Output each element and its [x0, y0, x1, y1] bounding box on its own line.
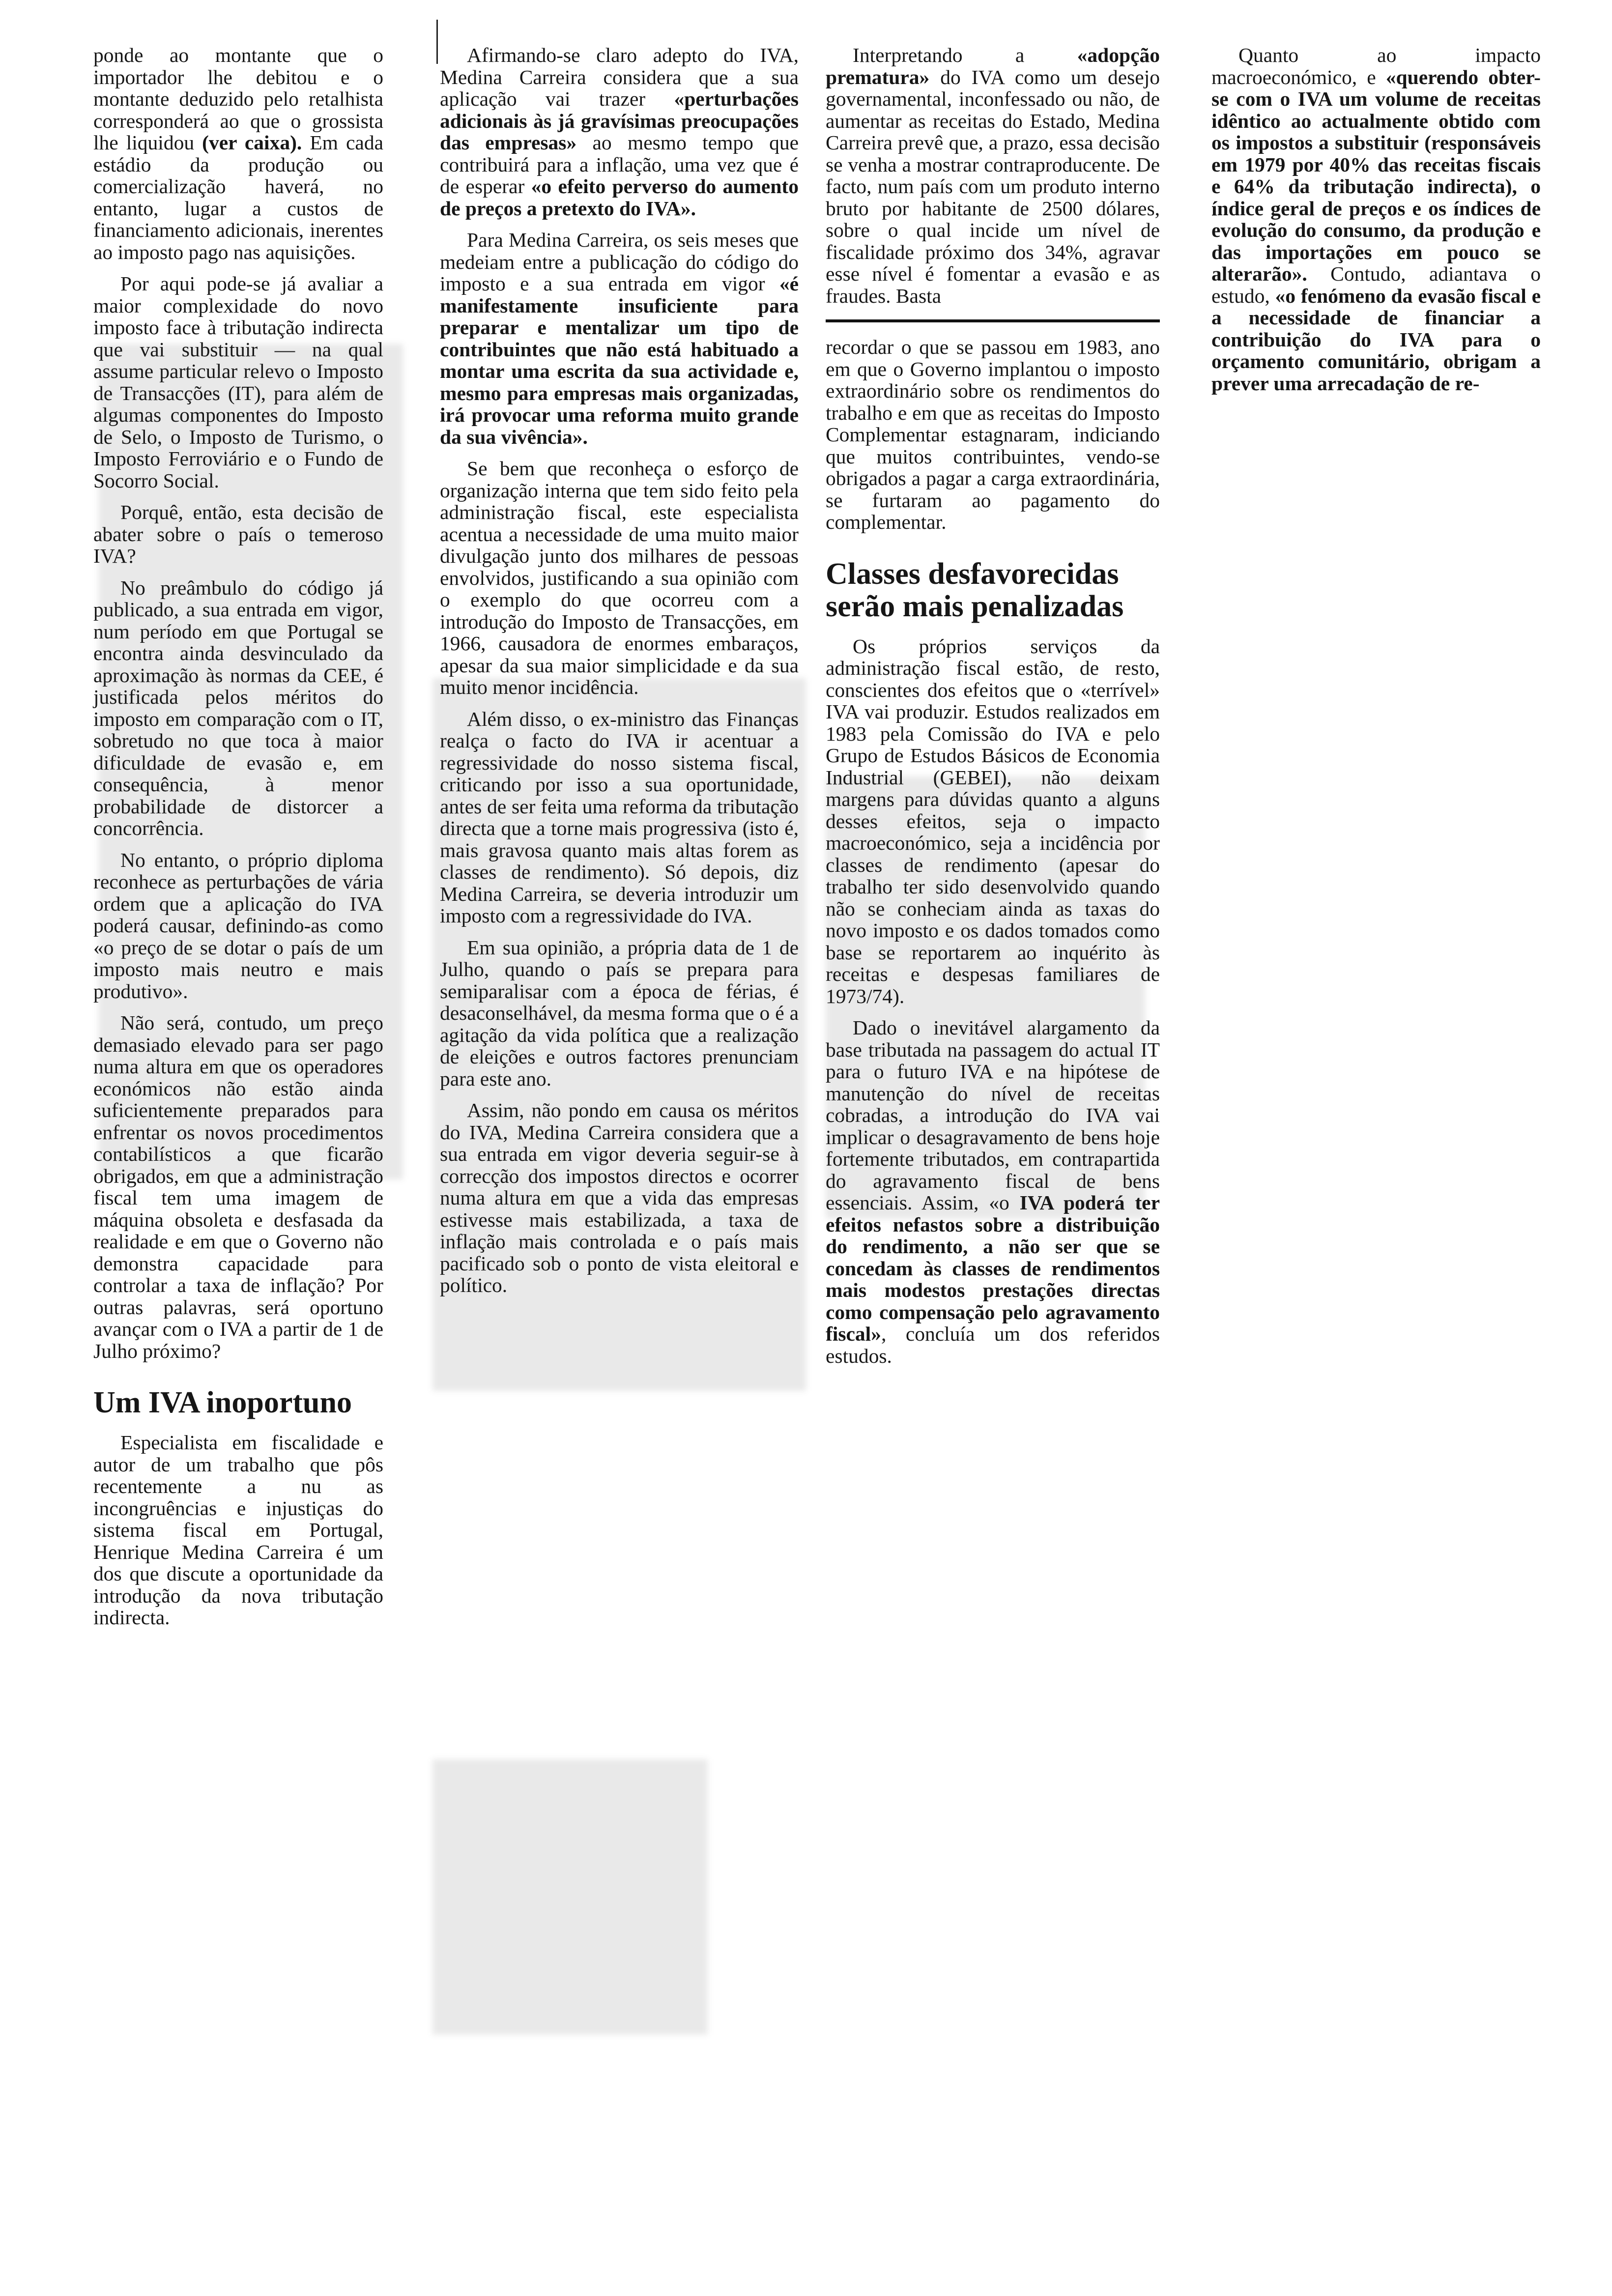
- text-run: Em cada estádio da produção ou comercialização haverá, no entanto, lugar a custos de financiamento adicionais, inerentes ao imposto pago nas aquisições.: [93, 131, 384, 263]
- paragraph: [826, 1017, 1160, 1367]
- paragraph: Assim, não pondo em causa os méritos do IVA, Medina Carreira considera que a sua entrada em vigor deveria seguir-se à correcção dos impostos directos e ocorrer numa altura em que a vida das empresas estivesse mais estabilizada, a taxa de inflação mais controlada e o país mais pacificado sob o ponto de vista eleitoral e político.: [440, 1099, 799, 1296]
- paragraph: [440, 229, 799, 448]
- bold-text: «adopção prematura»: [826, 44, 1160, 88]
- text-run: Quanto ao impacto macroeconómico, e: [1211, 44, 1541, 88]
- text-run: Interpretando a: [853, 44, 1025, 66]
- text-run: Afirmando-se claro adepto do IVA, Medina Carreira considera que a sua aplicação vai trazer: [440, 44, 799, 110]
- paragraph: Não será, contudo, um preço demasiado elevado para ser pago numa altura em que os operadores económicos não estão ainda suficientemente preparados para enfrentar os novos procedimentos contabilísticos a que ficarão obrigados, em que a administração fiscal tem uma imagem de máquina obsoleta e desfasada da realidade e em que o Governo não demonstra capacidade para controlar a taxa de inflação? Por outras palavras, será oportuno avançar com o IVA a partir de 1 de Julho próximo?: [93, 1011, 383, 1362]
- paragraph: Porquê, então, esta decisão de abater sobre o país o temeroso IVA?: [93, 501, 383, 567]
- paragraph: recordar o que se passou em 1983, ano em que o Governo implantou o imposto extraordinário sobre os rendimentos do trabalho e em que as receitas do Imposto Complementar estagnaram, indiciando que muitos contribuintes, vendo-se obrigados a pagar a carga extraordinária, se furtaram ao pagamento do complementar.: [826, 336, 1160, 533]
- paragraph: Além disso, o ex-ministro das Finanças realça o facto do IVA ir acentuar a regressividade do nosso sistema fiscal, criticando por isso a sua oportunidade, antes de ser feita uma reforma da tributação directa que a torne mais progressiva (isto é, mais gravosa quanto mais altas forem as classes de rendimento). Só depois, diz Medina Carreira, se deveria introduzir um imposto com a regressividade do IVA.: [440, 707, 799, 927]
- paragraph: Em sua opinião, a própria data de 1 de Julho, quando o país se prepara para semiparalisar com a época de férias, é desaconselhável, da mesma forma que o é a agitação da vida política que a realização de eleições e outros factores prenunciam para este ano.: [440, 936, 799, 1090]
- paragraph: No preâmbulo do código já publicado, a sua entrada em vigor, num período em que Portugal se encontra ainda desvinculado da aproximação às normas da CEE, é justificada pelos méritos do imposto em comparação com o IT, sobretudo no que toca à maior dificuldade de evasão e, em consequência, à menor probabilidade de distorcer a concorrência.: [93, 576, 383, 839]
- paragraph: [1211, 44, 1541, 394]
- subheading: Um IVA inoportuno: [93, 1386, 352, 1419]
- paragraph: Especialista em fiscalidade e autor de um trabalho que pôs recentemente a nu as incongruências e injustiças do sistema fiscal em Portugal, Henrique Medina Carreira é um dos que discute a oportunidade da introdução da nova tributação indirecta.: [93, 1431, 383, 1629]
- text-run: , concluía um dos referidos estudos.: [826, 1322, 1160, 1367]
- subheading: Classes desfavorecidas serão mais penalizadas: [826, 557, 1124, 623]
- column-1: [93, 44, 383, 1638]
- bold-text: «é manifestamente insuficiente para preparar e mentalizar um tipo de contribuintes que não está habituado a montar uma escrita da sua actividade e, mesmo para empresas mais organizadas, irá provocar uma reforma muito grande da sua vivência».: [440, 272, 799, 448]
- paragraph: [93, 44, 383, 263]
- bold-text: (ver caixa).: [202, 131, 302, 154]
- column-2: [440, 44, 799, 1306]
- section-rule: [826, 319, 1160, 322]
- text-run: Para Medina Carreira, os seis meses que medeiam entre a publicação do código do imposto e a sua entrada em vigor: [440, 229, 799, 295]
- paragraph: [440, 44, 799, 219]
- paragraph: No entanto, o próprio diploma reconhece as perturbações de vária ordem que a aplicação do IVA poderá causar, definindo-as como «o preço de se dotar o país de um imposto mais neutro e mais produtivo».: [93, 848, 383, 1003]
- bold-text: IVA poderá ter efeitos nefastos sobre a distribuição do rendimento, a não ser que se concedam às classes de rendimentos mais modestos prestações directas como compensação pelo agravamento fiscal»: [826, 1191, 1160, 1345]
- paragraph: Por aqui pode-se já avaliar a maior complexidade do novo imposto face à tributação indirecta que vai substituir — na qual assume particular relevo o Imposto de Transacções (IT), para além de algumas componentes do Imposto de Selo, o Imposto de Turismo, o Imposto Ferroviário e o Fundo de Socorro Social.: [93, 272, 383, 492]
- text-run: ao mesmo tempo que contribuirá para a inflação, uma vez que é de esperar: [440, 131, 799, 198]
- column-3: [826, 44, 1160, 1377]
- bold-text: «querendo obter-se com o IVA um volume de receitas idêntico ao actualmente obtido com os impostos a substituir (responsáveis em 1979 por 40% das receitas fiscais e 64% da tributação indirecta), o índice geral de preços e os índices de evolução do consumo, da produção e das importações em pouco se alterarão».: [1211, 65, 1541, 285]
- paragraph: Os próprios serviços da administração fiscal estão, de resto, conscientes dos efeitos que o «terrível» IVA vai produzir. Estudos realizados em 1983 pela Comissão do IVA e pelo Grupo de Estudos Básicos de Economia Industrial (GEBEI), não deixam margens para dúvidas quanto a alguns desses efeitos, seja o impacto macroeconómico, seja a incidência por classes de rendimento (apesar do trabalho ter sido desenvolvido quando não se conheciam ainda as taxas do novo imposto e os dados tomados como base se reportarem ao inquérito às receitas e despesas familiares de 1973/74).: [826, 634, 1160, 1007]
- column-divider: [436, 20, 438, 64]
- bold-text: «o fenómeno da evasão fiscal e a necessidade de financiar a contribuição do IVA para o orçamento comunitário, obrigam a prever uma arrecadação de re-: [1211, 284, 1541, 395]
- column-4: [1211, 44, 1541, 404]
- text-run: ponde ao montante que o importador lhe debitou e o montante deduzido pelo retalhista corresponderá ao que o grossista lhe liquidou: [93, 44, 383, 154]
- paragraph: [826, 44, 1160, 307]
- text-run: Contudo, adiantava o estudo,: [1211, 262, 1541, 307]
- bold-text: «perturbações adicionais às já gravísimas preocupações das empresas»: [440, 87, 799, 154]
- text-run: Dado o inevitável alargamento da base tributada na passagem do actual IT para o futuro IVA e na hipótese de manutenção do nível de receitas cobradas, a introdução do IVA vai implicar o desagravamento de bens hoje fortemente tributados, em contrapartida do agravamento fiscal de bens essenciais. Assim, «o: [826, 1016, 1160, 1214]
- scan-noise: [432, 1759, 708, 2035]
- text-run: do IVA como um desejo governamental, inconfessado ou não, de aumentar as receitas do Estado, Medina Carreira prevê que, a prazo, essa decisão se venha a mostrar contraproducente. De facto, num país com um produto interno bruto por habitante de 2500 dólares, sobre o qual incide um nível de fiscalidade próximo dos 34%, agravar esse nível é fomentar a evasão e as fraudes. Basta: [826, 65, 1160, 307]
- paragraph: Se bem que reconheça o esforço de organização interna que tem sido feito pela administração fiscal, este especialista acentua a necessidade de uma muito maior divulgação junto dos milhares de pessoas envolvidos, justificando a sua opinião com o exemplo do que ocorreu com a introdução do Imposto de Transacções, em 1966, causadora de enormes embaraços, apesar da sua maior simplicidade e da sua muito menor incidência.: [440, 457, 799, 698]
- bold-text: «o efeito perverso do aumento de preços a pretexto do IVA».: [440, 175, 799, 220]
